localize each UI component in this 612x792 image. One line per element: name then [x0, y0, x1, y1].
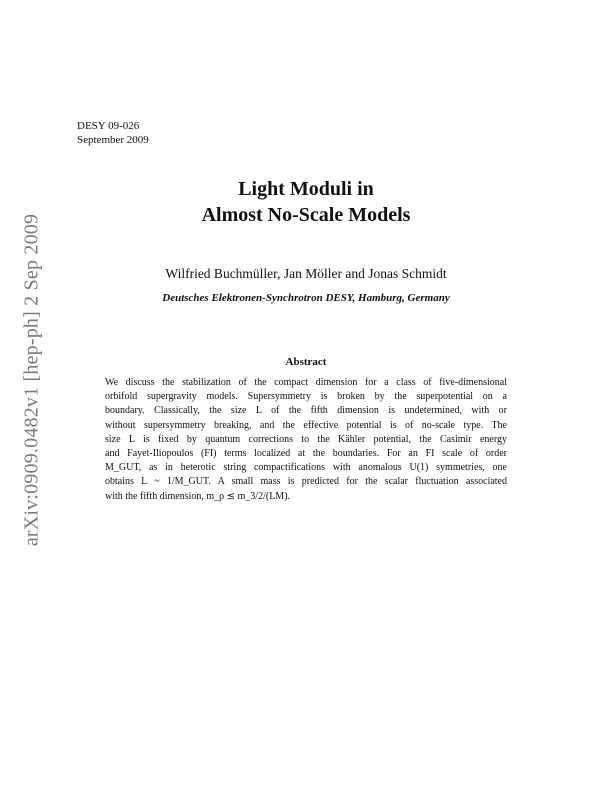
- authors: Wilfried Buchmüller, Jan Möller and Jonas Schmidt: [165, 266, 447, 281]
- report-date: September 2009: [77, 134, 149, 146]
- arxiv-stamp-text: arXiv:0909.0482v1 [hep-ph] 2 Sep 2009: [20, 213, 43, 547]
- abstract-line: orbifold supergravity models. Supersymmetry is broken by the superpotential on a: [105, 391, 507, 403]
- paper-title: [0, 176, 612, 228]
- abstract-body: [105, 376, 507, 504]
- abstract-heading: Abstract: [285, 356, 327, 368]
- abstract-line: M_GUT, as in heterotic string compactifications with anomalous U(1) symmetries, one: [105, 462, 507, 474]
- abstract-line: and Fayet-Iliopoulos (FI) terms localized at the boundaries. For an FI scale of order: [105, 448, 507, 460]
- report-number: DESY 09-026: [77, 120, 140, 132]
- report-info: [77, 119, 149, 147]
- abstract-line: without supersymmetry breaking, and the effective potential is of no-scale type. The: [105, 419, 507, 431]
- abstract-line: with the fifth dimension, m_ρ ≲ m_3/2/(LM).: [105, 490, 291, 502]
- affiliation: Deutsches Elektronen-Synchrotron DESY, Hamburg, Germany: [162, 292, 450, 304]
- title-line-2: Almost No-Scale Models: [201, 204, 411, 226]
- title-line-1: Light Moduli in: [238, 178, 374, 200]
- abstract-line: We discuss the stabilization of the compact dimension for a class of five-dimensional: [105, 377, 507, 388]
- abstract-line: boundary. Classically, the size L of the fifth dimension is undetermined, with or: [105, 405, 507, 417]
- abstract-line: obtains L ~ 1/M_GUT. A small mass is predicted for the scalar fluctuation associated: [105, 476, 507, 488]
- abstract-line: size L is fixed by quantum corrections to the Kähler potential, the Casimir energy: [105, 433, 507, 445]
